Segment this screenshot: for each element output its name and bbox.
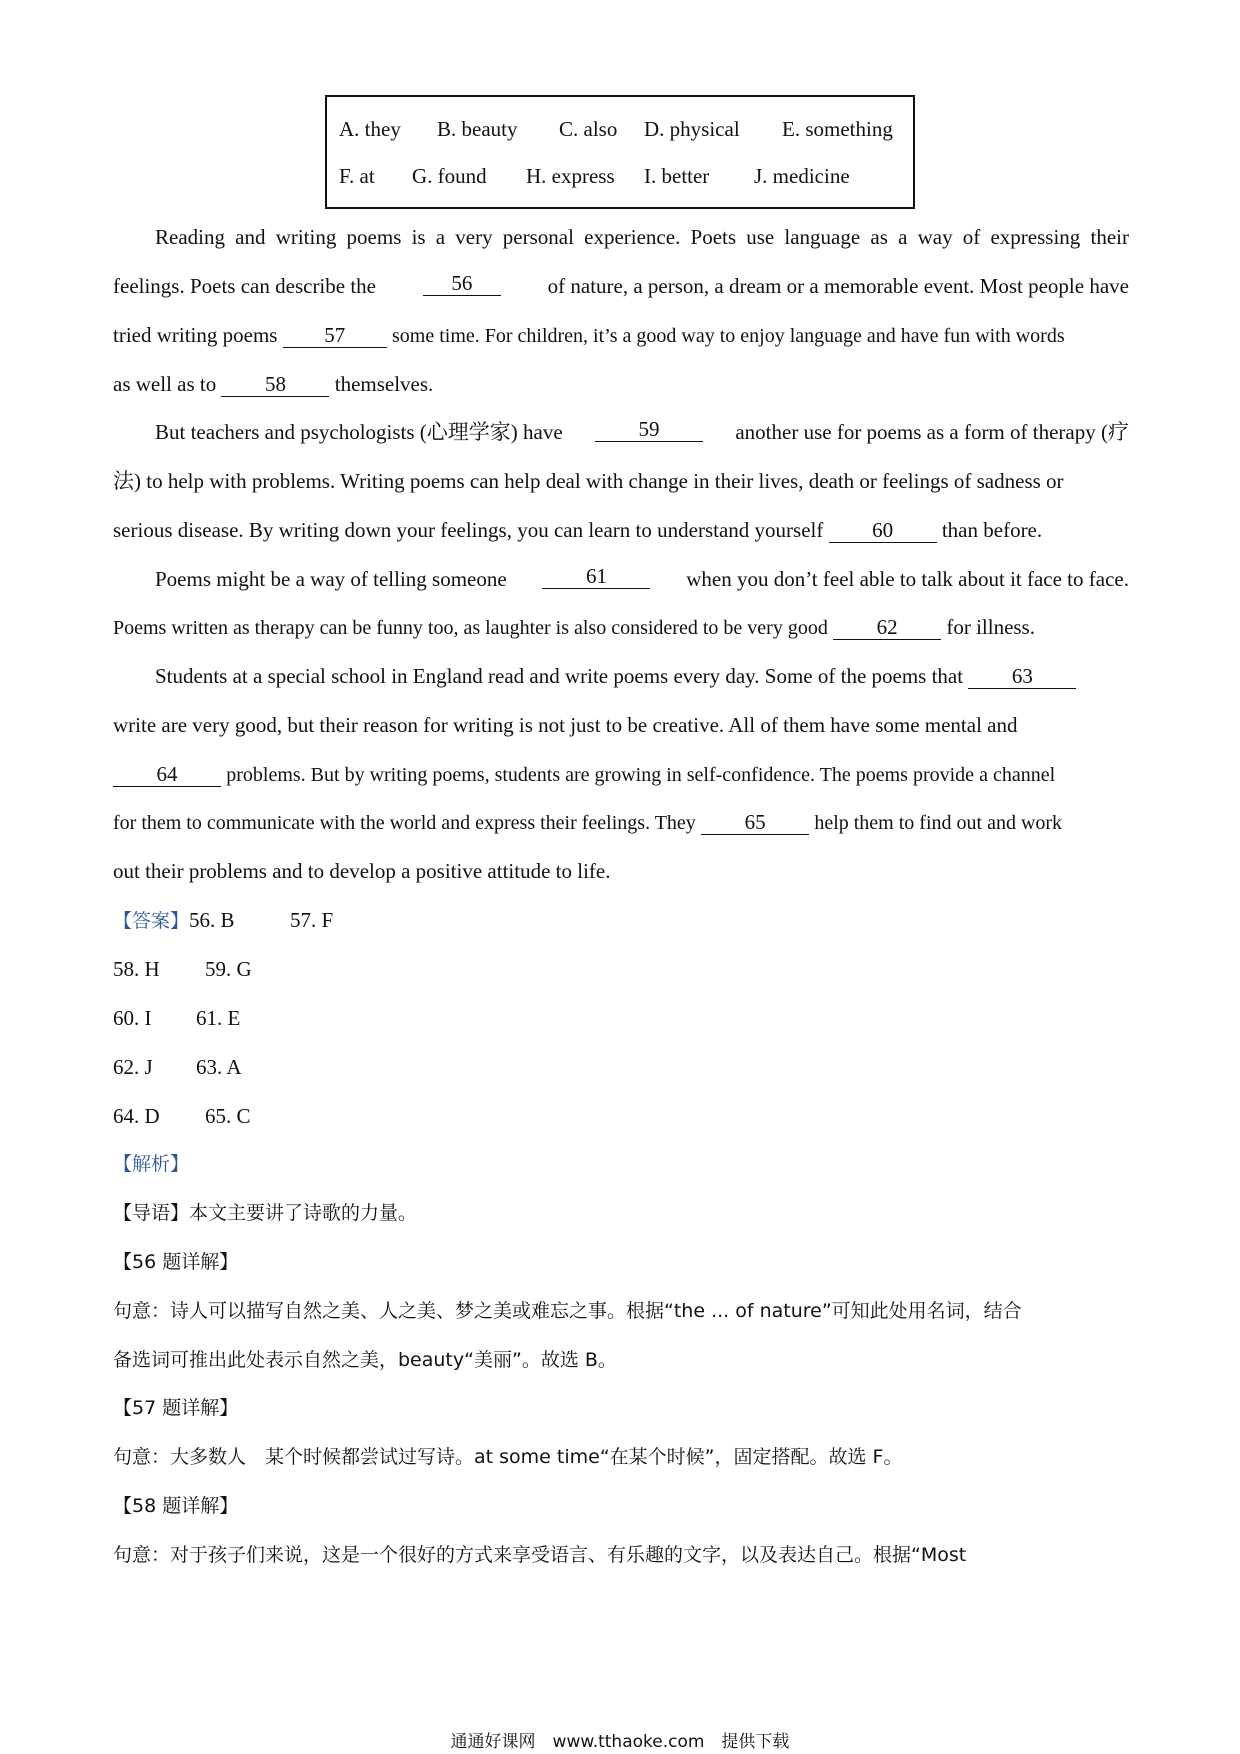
answer-item: 65. C	[205, 1104, 251, 1128]
intro-text: 【导语】本文主要讲了诗歌的力量。	[113, 1202, 418, 1224]
q57-title: 【57 题详解】	[113, 1397, 239, 1419]
q57-explanation: 句意：大多数人 某个时候都尝试过写诗。at some time“在某个时候”，固定搭配。故选 F。	[113, 1446, 903, 1468]
blank-63: 63	[968, 664, 1076, 689]
answer-row: 【答案】56. B	[113, 908, 235, 932]
passage-line: But teachers and psychologists (心理学家) have 59 another use for poems as a form of therapy (疗	[155, 417, 1129, 444]
word-bank-box	[325, 95, 915, 209]
page-footer: 通通好课网 www.tthaoke.com 提供下载	[450, 1732, 790, 1752]
answer-item: 62. J	[113, 1055, 153, 1079]
answer-item: 60. I	[113, 1006, 152, 1030]
q56-explanation: 句意：诗人可以描写自然之美、人之美、梦之美或难忘之事。根据“the ... of nature”可知此处用名词，结合	[113, 1300, 1022, 1322]
option-a: A. they	[339, 117, 401, 141]
passage-line: out their problems and to develop a positive attitude to life.	[113, 859, 611, 883]
passage-line: 64 problems. But by writing poems, students are growing in self-confidence. The poems provide a channel	[113, 759, 1129, 789]
blank-60: 60	[829, 518, 937, 543]
passage-line: Poems might be a way of telling someone 61 when you don’t feel able to talk about it face to face.	[155, 564, 1129, 591]
q56-title: 【56 题详解】	[113, 1251, 239, 1273]
answer-item: 61. E	[196, 1006, 241, 1030]
option-i: I. better	[644, 164, 710, 188]
passage-line: Students at a special school in England read and write poems every day. Some of the poems that 63	[155, 661, 1129, 691]
option-f: F. at	[339, 164, 375, 188]
passage-line: tried writing poems 57 some time. For children, it’s a good way to enjoy language and have fun with words	[113, 323, 1065, 347]
answer-item: 57. F	[290, 908, 334, 932]
blank-62: 62	[833, 615, 941, 640]
option-h: H. express	[526, 164, 615, 188]
q58-explanation: 句意：对于孩子们来说，这是一个很好的方式来享受语言、有乐趣的文字，以及表达自己。根据“Most	[113, 1544, 967, 1566]
option-d: D. physical	[644, 117, 740, 141]
answer-item: 63. A	[196, 1055, 242, 1079]
word-bank-row-1	[339, 117, 905, 147]
option-e: E. something	[782, 117, 893, 141]
option-g: G. found	[412, 164, 487, 188]
option-c: C. also	[559, 117, 618, 141]
q58-title: 【58 题详解】	[113, 1495, 239, 1517]
passage-line: 法) to help with problems. Writing poems can help deal with change in their lives, death or feelings of sadness or	[113, 469, 1064, 493]
blank-58: 58	[221, 372, 329, 397]
blank-61: 61	[542, 564, 650, 589]
blank-57: 57	[283, 323, 387, 348]
option-j: J. medicine	[754, 164, 850, 188]
answer-item: 59. G	[205, 957, 252, 981]
option-b: B. beauty	[437, 117, 518, 141]
analysis-label: 【解析】	[113, 1153, 190, 1175]
blank-56: 56	[423, 271, 501, 296]
answer-item: 64. D	[113, 1104, 160, 1128]
blank-64: 64	[113, 762, 221, 787]
passage-line: as well as to 58 themselves.	[113, 372, 434, 396]
answer-item: 58. H	[113, 957, 160, 981]
answer-label: 【答案】	[113, 910, 190, 932]
blank-65: 65	[701, 810, 809, 835]
passage-line: Reading and writing poems is a very personal experience. Poets use language as a way of expressing their	[155, 225, 1129, 249]
passage-line: for them to communicate with the world and express their feelings. They 65 help them to find out and work	[113, 810, 1063, 834]
blank-59: 59	[595, 417, 703, 442]
passage-line: serious disease. By writing down your feelings, you can learn to understand yourself 60 than before.	[113, 518, 1043, 542]
word-bank-row-2	[339, 164, 905, 194]
q56-explanation: 备选词可推出此处表示自然之美，beauty“美丽”。故选 B。	[113, 1349, 617, 1371]
passage-line: write are very good, but their reason for writing is not just to be creative. All of them have some mental and	[113, 713, 1018, 737]
passage-line: feelings. Poets can describe the 56 of nature, a person, a dream or a memorable event. Most people have	[113, 271, 1129, 298]
passage-line: Poems written as therapy can be funny too, as laughter is also considered to be very good 62 for illness.	[113, 615, 1035, 639]
